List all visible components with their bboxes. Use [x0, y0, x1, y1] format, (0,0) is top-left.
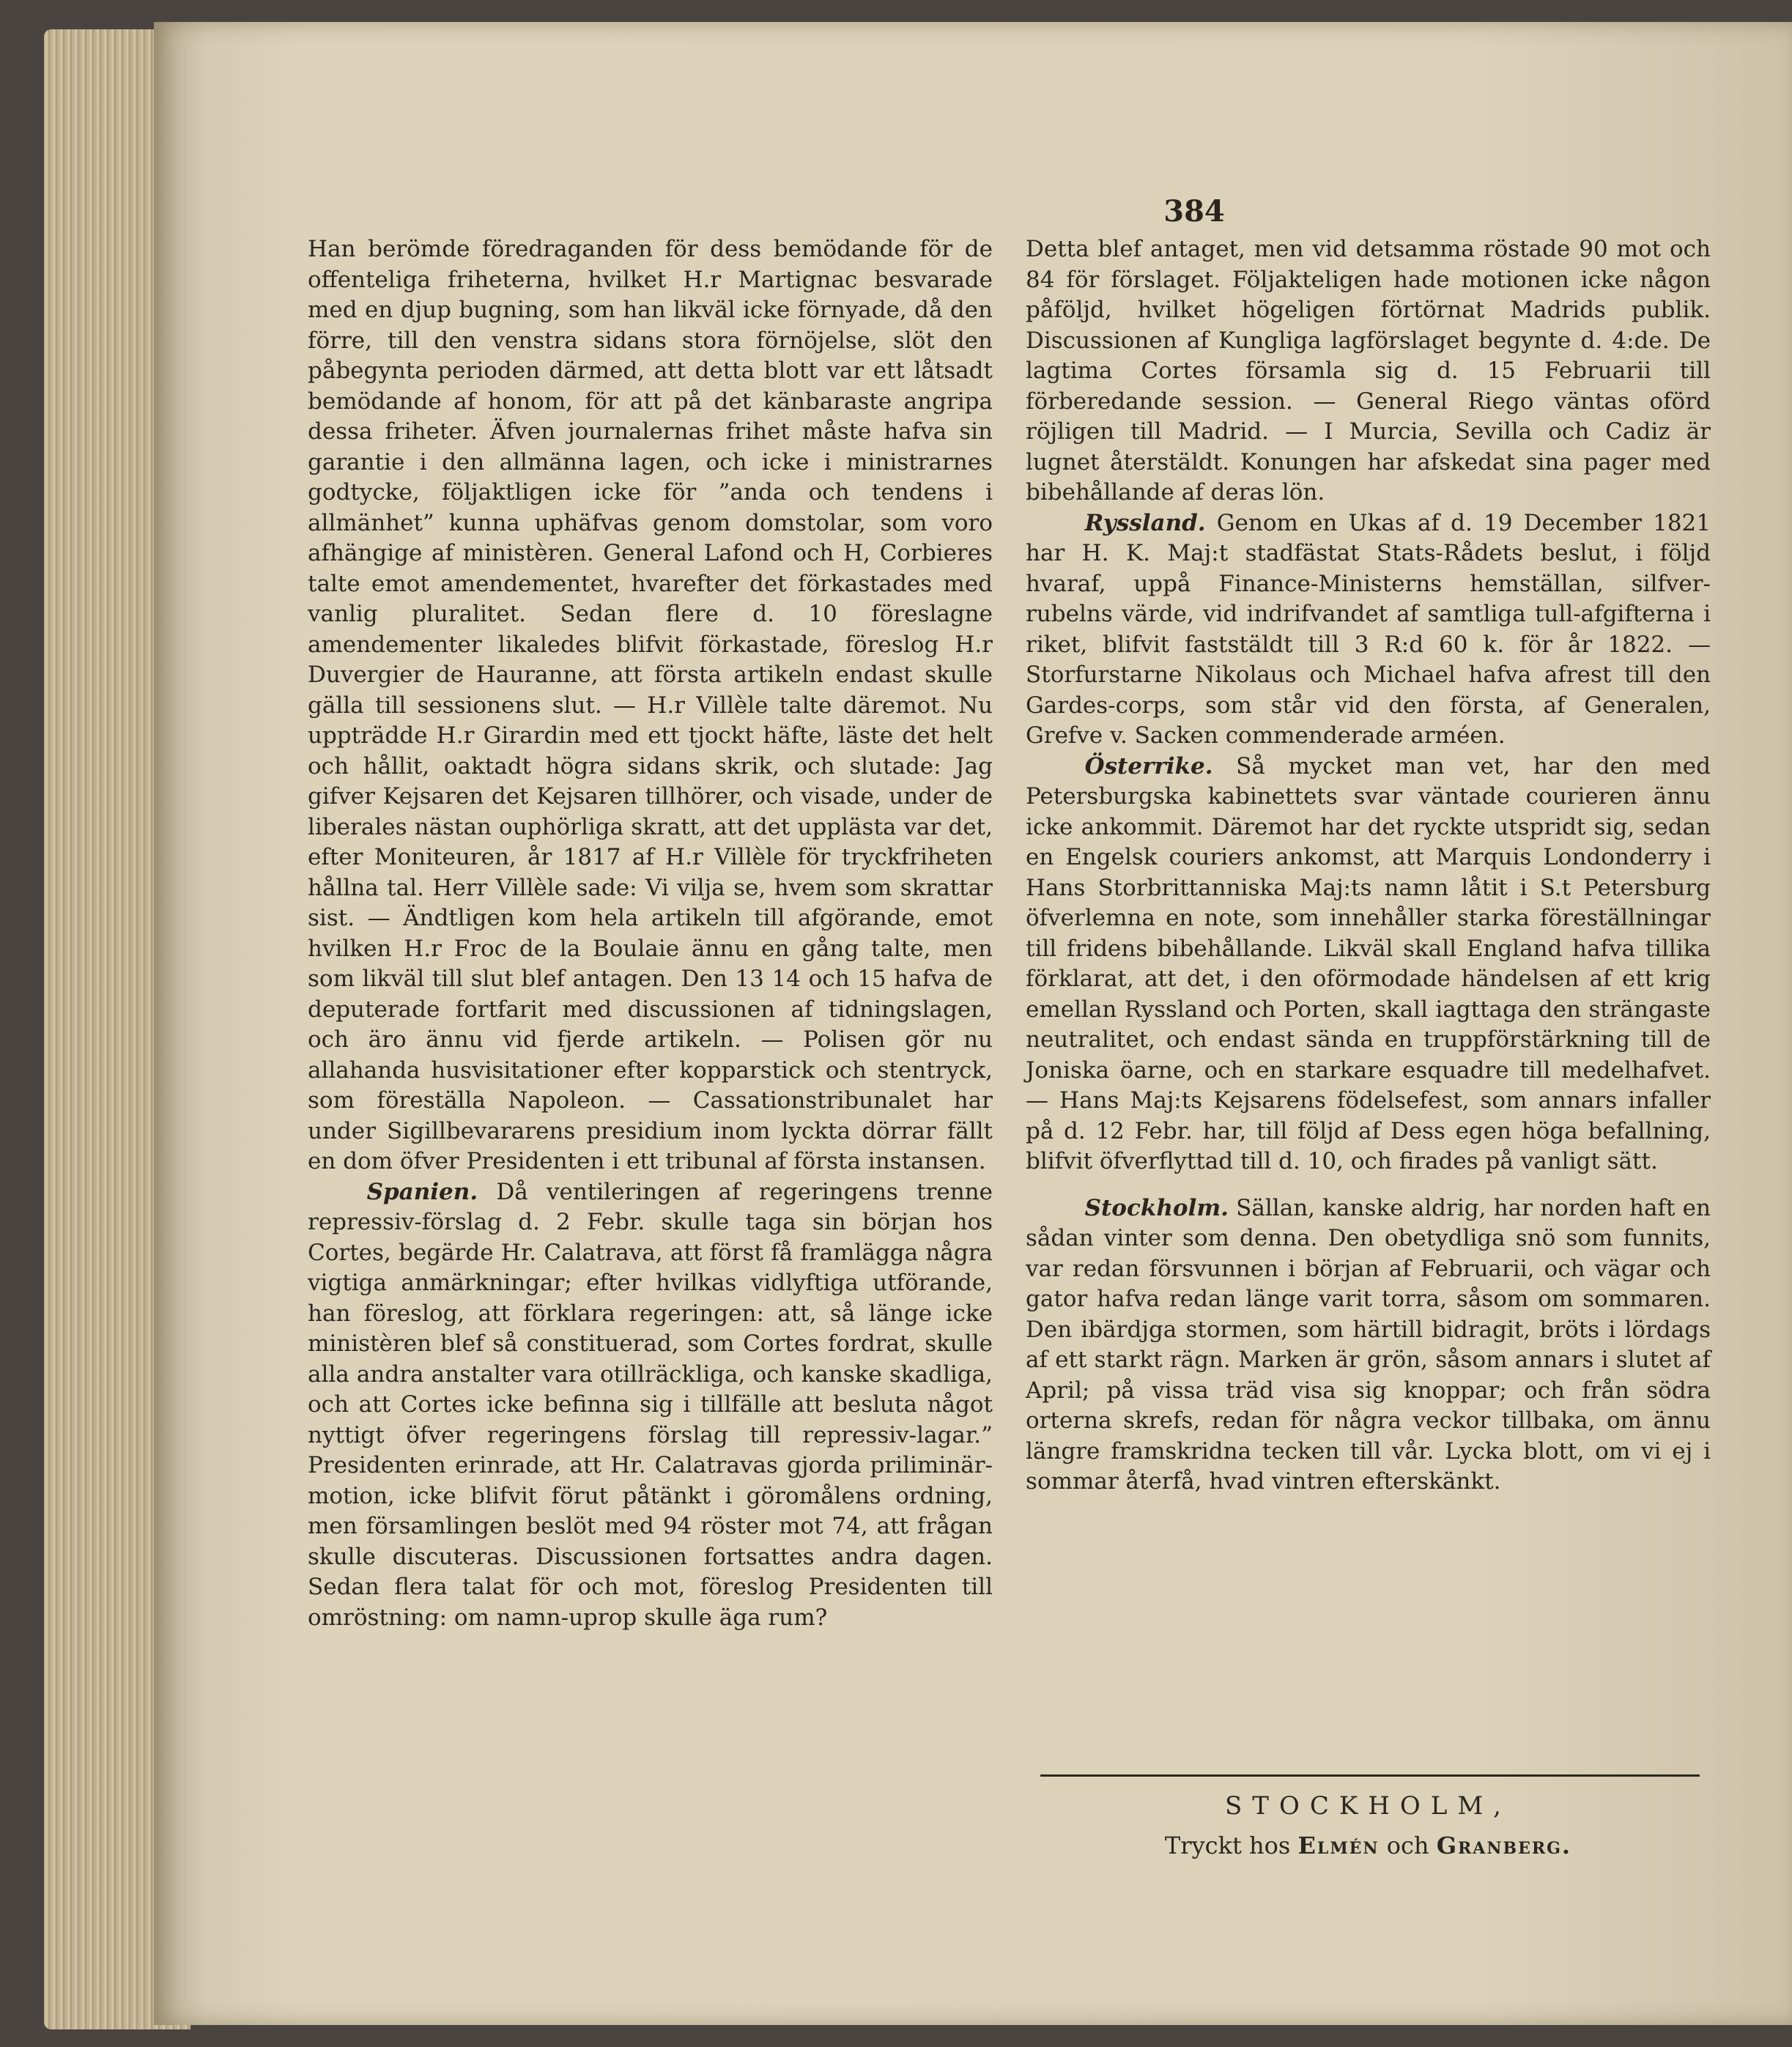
article-paragraph: Detta blef antaget, men vid detsamma röstade 90 mot och 84 för förslaget. Följakteligen hade motionen icke någon påföljd, hvilket högeligen förtörnat Madrids publik. Discussionen af Kungliga lagförslaget begynte d. 4:de. De lagtima Cortes församla sig d. 15 Februarii till förberedande session. — General Riego väntas oförd röjligen till Madrid. — I Murcia, Sevilla och Cadiz är lugnet återstäldt. Konungen har afskedat sina pager med bibehållande af deras lön. — [1026, 236, 1711, 506]
imprint-name-1: Elmén — [1297, 1832, 1380, 1859]
spain-heading: Spanien. — [366, 1178, 478, 1205]
article-paragraph: Han berömde föredraganden för dess bemödande för de offenteliga friheterna, hvilket H.r Martignac besvarade med en djup bugning, som han likväl icke förnyade, då den förre, till den venstra sidans stora förnöjelse, slöt den påbegynta perioden därmed, att detta blott var ett låtsadt bemödande af honom, för att på det känbaraste angripa dessa friheter. Äfven journalernas frihet måste hafva sin garantie i den allmänna lagen, och icke i ministrarnes godtycke, följaktligen icke för ”anda och tendens i allmänhet” kunna uphäfvas genom domstolar, som voro afhängige af ministèren. General Lafond och H, Corbieres talte emot amendementet, hvarefter det förkastades med vanlig pluralitet. Sedan flere d. 10 föreslagne amendementer likaledes blifvit förkastade, föreslog H.r Duvergier de Hauranne, att första artikeln endast skulle gälla till sessionens slut. — H.r Villèle talte däremot. Nu uppträdde H.r Girardin med ett tjockt häfte, läste det helt och hållit, oaktadt högra sidans skrik, och slutade: Jag gifver Kejsaren det Kejsaren tillhörer, och visade, under de liberales nästan ouphörliga skratt, att det upplästa var det, efter Moniteuren, år 1817 af H.r Villèle för tryckfriheten hållna tal. Herr Villèle sade: Vi vilja se, hvem som skrattar sist. — Ändtligen kom hela artikeln till afgörande, emot hvilken H.r Froc de la Boulaie ännu en gång talte, men som likväl till slut blef antagen. Den 13 14 och 15 hafva de deputerade fortfarit med discussionen af tidningslagen, och äro ännu vid fjerde artikeln. — Polisen gör nu allahanda husvisitationer efter kopparstick och stentryck, som föreställa Napoleon. — Cassationstribunalet har under Sigillbevararens presidium inom lyckta dörrar fällt en dom öfver Presidenten i ett tribunal af första instansen. — [308, 236, 993, 1174]
imprint-prefix: Tryckt hos — [1164, 1832, 1291, 1859]
stockholm-heading: Stockholm. — [1084, 1194, 1229, 1221]
spain-paragraph — [308, 1177, 993, 1634]
imprint-name-2: Granberg. — [1436, 1832, 1572, 1859]
imprint-printer — [1026, 1832, 1711, 1859]
spain-text: Då ventileringen af regeringens trenne repressiv-förslag d. 2 Febr. skulle taga sin början hos Cortes, begärde Hr. Calatrava, att först få framlägga några vigtiga anmärkningar; efter hvilkas vidlyftiga utförande, han föreslog, att förklara regeringen: att, så länge icke ministèren blef så constituerad, som Cortes fordrat, skulle alla andra anstalter vara otillräckliga, och kanske skadliga, och att Cortes icke befinna sig i tillfälle att besluta något nyttigt öfver regeringens förslag till repressiv-lagar.” Presidenten erinrade, att Hr. Calatravas gjorda priliminär-motion, icke blifvit förut påtänkt i göromålens ordning, men församlingen beslöt med 94 röster mot 74, att frågan skulle discuteras. Discussionen fortsattes andra dagen. Sedan flera talat för och mot, föreslog Presidenten till omröstning: om namn-uprop skulle äga rum? — [308, 1178, 993, 1631]
divider-rule — [1040, 1774, 1700, 1777]
russia-heading: Ryssland. — [1084, 509, 1206, 536]
left-column — [308, 234, 993, 1633]
imprint-city: STOCKHOLM, — [1225, 1791, 1511, 1821]
right-column — [1026, 234, 1711, 1498]
russia-text: Genom en Ukas af d. 19 December 1821 har H. K. Maj:t stadfästat Stats-Rådets beslut, i följd hvaraf, uppå Finance-Ministerns hemställan, silfver-rubelns värde, vid indrifvandet af samtliga tull-afgifterna i riket, blifvit faststäldt till 3 R:d 60 k. för år 1822. — Storfurstarne Nikolaus och Michael hafva afrest till den Gardes-corps, som står vid den första, af Generalen, Grefve v. Sacken commenderade arméen. — [1026, 509, 1711, 749]
page-number: 384 — [1163, 194, 1225, 229]
stockholm-text: Sällan, kanske aldrig, har norden haft en sådan vinter som denna. Den obetydliga snö som funnits, var redan försvunnen i början af Februarii, och vägar och gator hafva redan länge varit torra, såsom om sommaren. Den ibärdjga stormen, som härtill bidragit, bröts i lördags af ett starkt rägn. Marken är grön, såsom annars i slutet af April; på vissa träd visa sig knoppar; och från södra orterna skrefs, redan för några veckor tillbaka, om ännu längre framskridna tecken till vår. Lycka blott, om vi ej i sommar återfå, hvad vintren efterskänkt. — [1026, 1194, 1711, 1495]
russia-paragraph — [1026, 508, 1711, 752]
austria-text: Så mycket man vet, har den med Petersburgska kabinettets svar väntade courieren ännu icke ankommit. Däremot har det ryckte utspridt sig, sedan en Engelsk couriers ankomst, att Marquis Londonderry i Hans Storbrittanniska Maj:ts namn låtit i S.t Petersburg öfverlemna en note, som innehåller starka föreställningar till fridens bibehållande. Likväl skall England hafva tillika förklarat, att det, i den oförmodade händelsen af ett krig emellan Ryssland och Porten, skall iagttaga den strängaste neutralitet, och endast sända en truppförstärkning till de Joniska öarne, och en starkare esquadre till medelhafvet. — Hans Maj:ts Kejsarens födelsefest, som annars infaller på d. 12 Febr. har, till följd af Dess egen höga befallning, blifvit öfverflyttad till d. 10, och firades på vanligt sätt. — [1026, 752, 1711, 1174]
imprint-conj: och — [1386, 1832, 1429, 1859]
stockholm-paragraph — [1026, 1193, 1711, 1498]
austria-heading: Österrike. — [1084, 752, 1213, 780]
austria-paragraph — [1026, 752, 1711, 1177]
